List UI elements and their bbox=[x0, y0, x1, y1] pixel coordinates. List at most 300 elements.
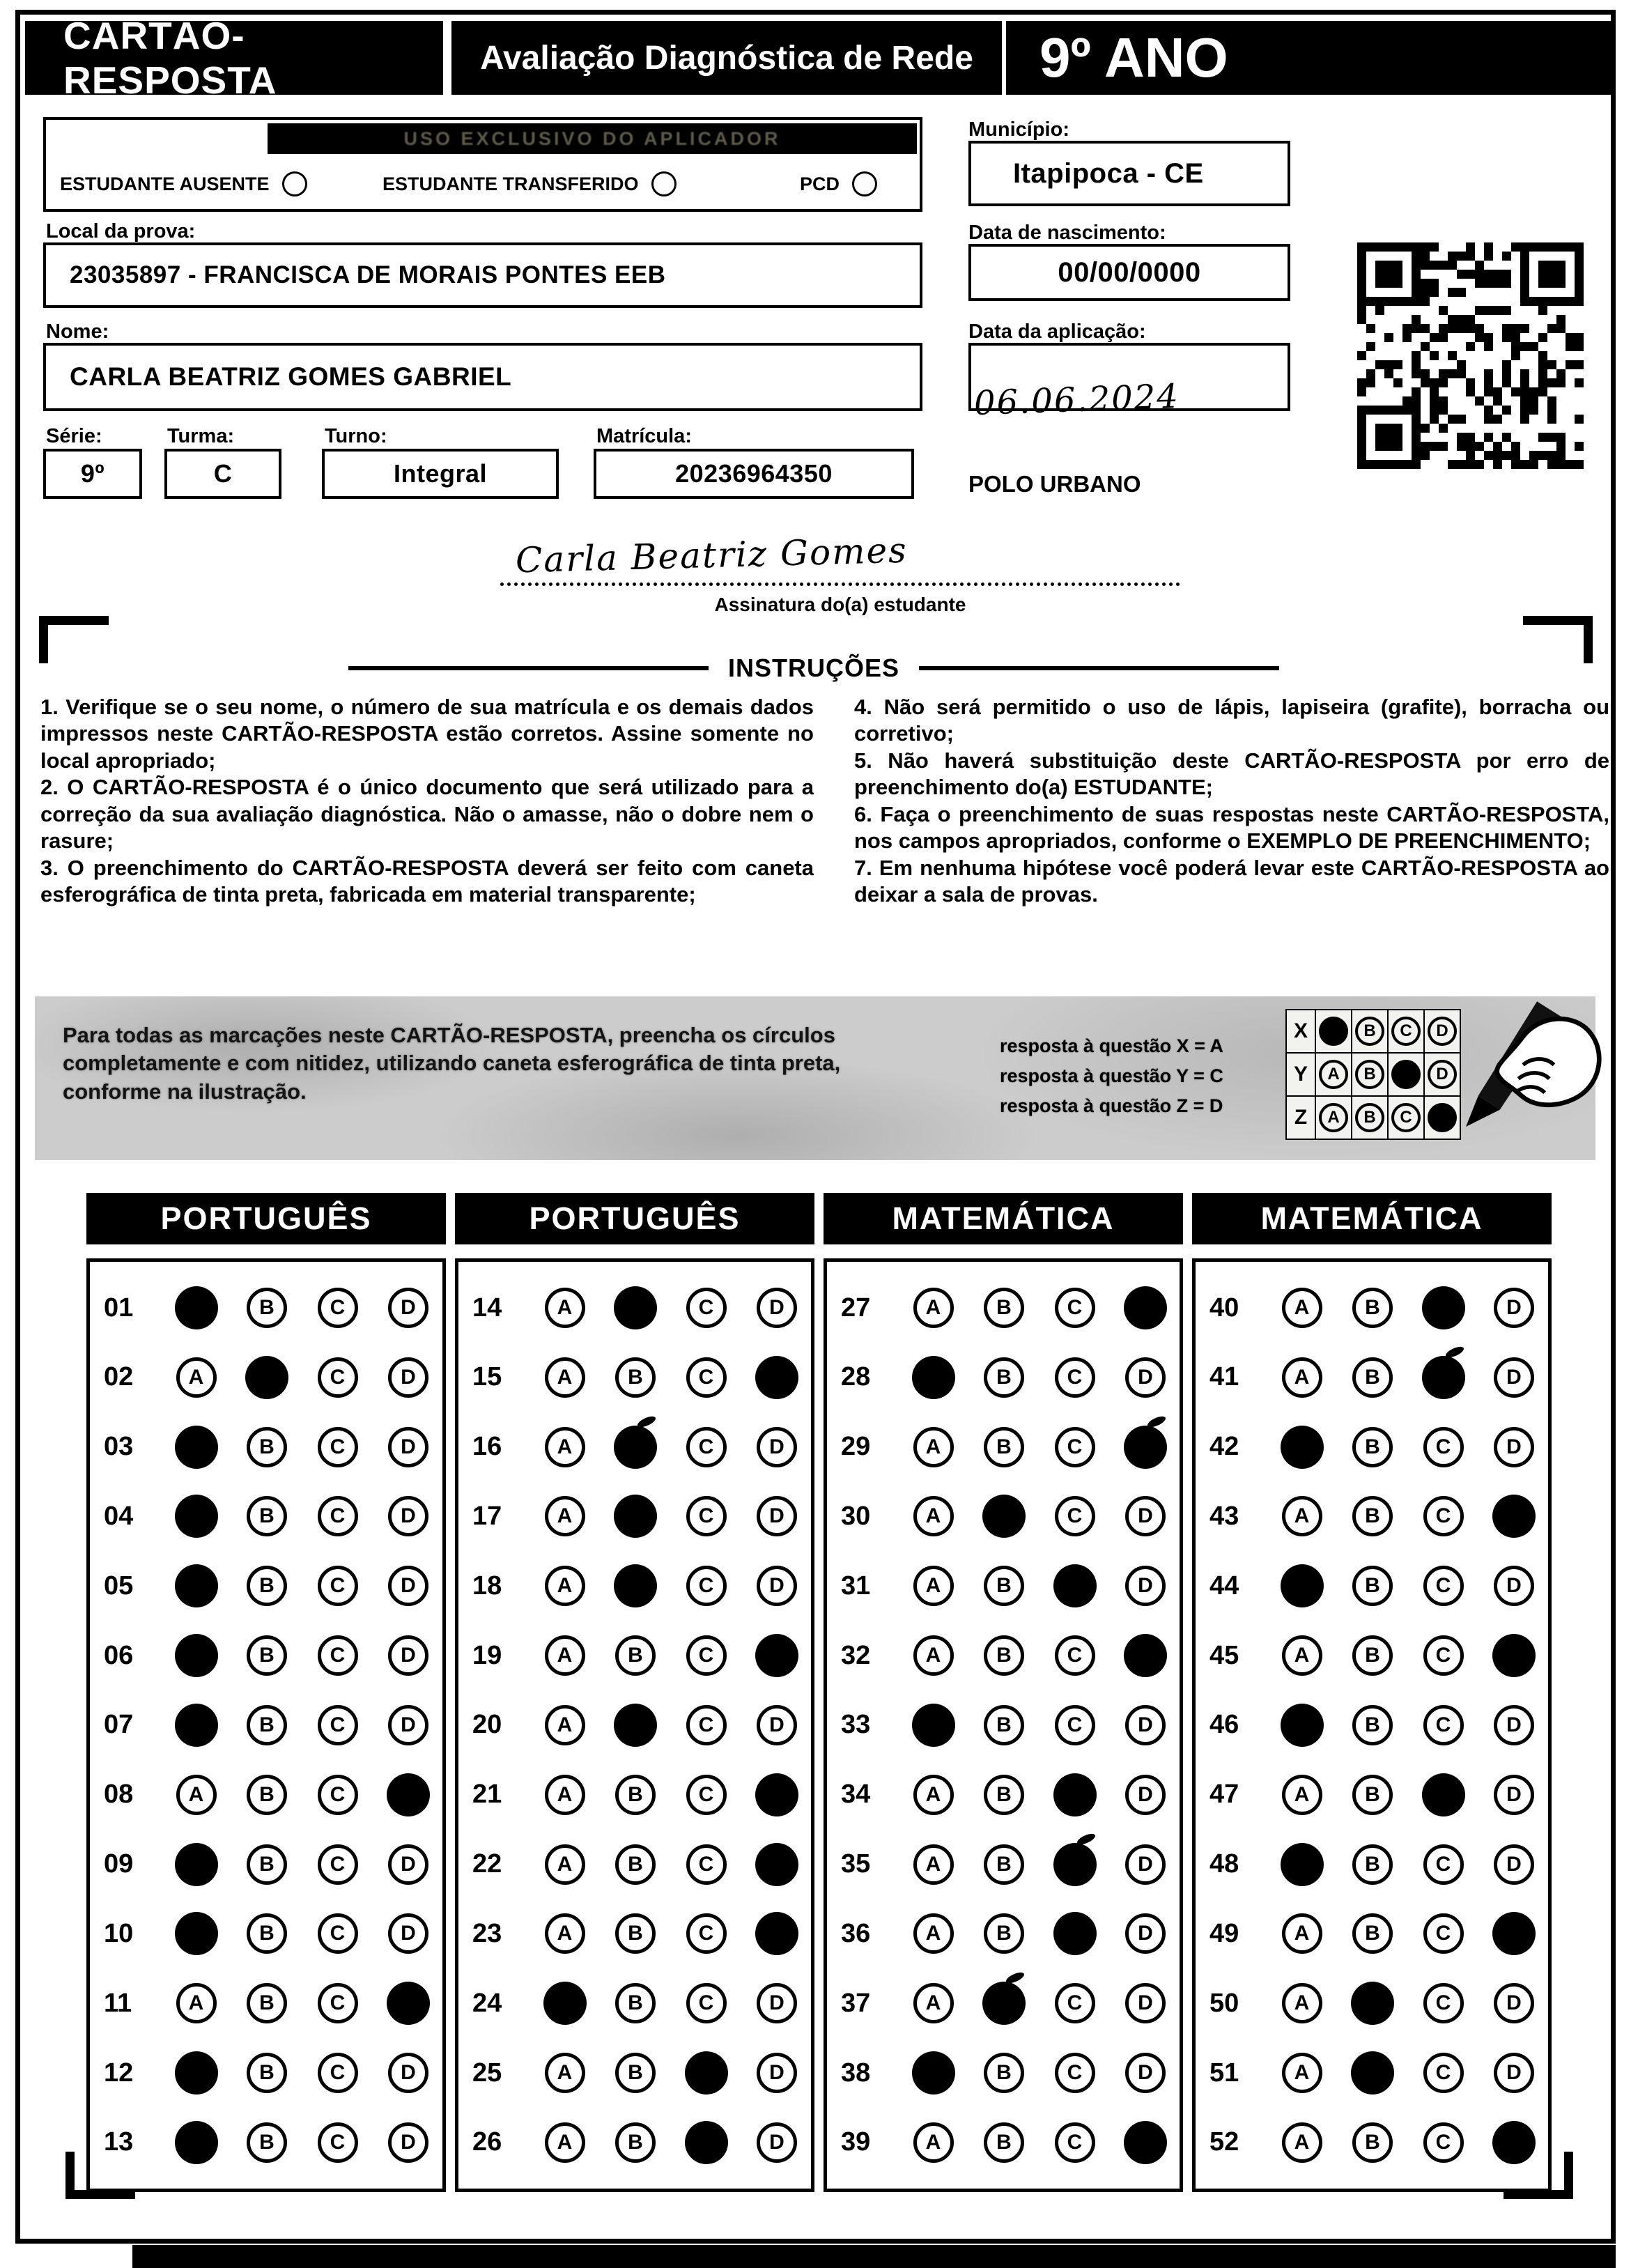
bubble-27-c[interactable]: C bbox=[1055, 1288, 1095, 1328]
bubble-41-d[interactable]: D bbox=[1494, 1357, 1534, 1398]
bubble-51-b[interactable] bbox=[1352, 2053, 1393, 2093]
bubble-42-a[interactable] bbox=[1282, 1427, 1322, 1467]
bubble-12-b[interactable]: B bbox=[247, 2053, 287, 2093]
bubble-22-d[interactable] bbox=[757, 1844, 797, 1885]
qr-module bbox=[1375, 342, 1384, 351]
bubble-49-a[interactable]: A bbox=[1282, 1913, 1322, 1954]
bubble-22-a[interactable]: A bbox=[545, 1844, 585, 1885]
bubble-50-c[interactable]: C bbox=[1423, 1983, 1464, 2023]
bubble-13-b[interactable]: B bbox=[247, 2122, 287, 2163]
bubble-25-a[interactable]: A bbox=[545, 2053, 585, 2093]
bubble-39-b[interactable]: B bbox=[984, 2122, 1024, 2163]
bubble-22-b[interactable]: B bbox=[615, 1844, 656, 1885]
bubble-30-a[interactable]: A bbox=[913, 1496, 954, 1536]
bubble-26-a[interactable]: A bbox=[545, 2122, 585, 2163]
qr-module bbox=[1493, 252, 1502, 261]
qr-module bbox=[1421, 369, 1430, 378]
bubble-05-b[interactable]: B bbox=[247, 1566, 287, 1606]
qr-module bbox=[1412, 261, 1421, 270]
bubble-36-b[interactable]: B bbox=[984, 1913, 1024, 1954]
bubble-44-c[interactable]: C bbox=[1423, 1566, 1464, 1606]
bubble-30-b[interactable] bbox=[984, 1496, 1024, 1536]
bubble-21-a[interactable]: A bbox=[545, 1775, 585, 1815]
bubble-46-a[interactable] bbox=[1282, 1705, 1322, 1745]
bubble-01-c[interactable]: C bbox=[318, 1288, 358, 1328]
bubble-37-a[interactable]: A bbox=[913, 1983, 954, 2023]
bubble-38-c[interactable]: C bbox=[1055, 2053, 1095, 2093]
bubble-52-a[interactable]: A bbox=[1282, 2122, 1322, 2163]
bubble-22-c[interactable]: C bbox=[686, 1844, 727, 1885]
bubble-07-b[interactable]: B bbox=[247, 1705, 287, 1745]
bubble-38-a[interactable] bbox=[913, 2053, 954, 2093]
qr-module bbox=[1421, 297, 1430, 306]
nascimento-label: Data de nascimento: bbox=[968, 222, 1166, 244]
bubble-28-a[interactable] bbox=[913, 1357, 954, 1398]
bubble-03-c[interactable]: C bbox=[318, 1427, 358, 1467]
bubble-09-d[interactable]: D bbox=[388, 1844, 428, 1885]
bubble-20-b[interactable] bbox=[615, 1705, 656, 1745]
bubble-31-b[interactable]: B bbox=[984, 1566, 1024, 1606]
bubble-25-d[interactable]: D bbox=[757, 2053, 797, 2093]
estudante-ausente-bubble[interactable] bbox=[282, 171, 307, 196]
qr-module bbox=[1457, 351, 1466, 360]
bubble-44-d[interactable]: D bbox=[1494, 1566, 1534, 1606]
bubble-50-b[interactable] bbox=[1352, 1983, 1393, 2023]
bubble-44-b[interactable]: B bbox=[1352, 1566, 1393, 1606]
bubble-18-a[interactable]: A bbox=[545, 1566, 585, 1606]
bubble-45-d[interactable] bbox=[1494, 1635, 1534, 1676]
bubble-20-c[interactable]: C bbox=[686, 1705, 727, 1745]
question-number: 03 bbox=[104, 1432, 134, 1462]
bubble-52-c[interactable]: C bbox=[1423, 2122, 1464, 2163]
qr-module bbox=[1357, 342, 1366, 351]
qr-module bbox=[1466, 270, 1475, 279]
qr-module bbox=[1366, 252, 1375, 261]
bubble-37-d[interactable]: D bbox=[1125, 1983, 1166, 2023]
bubble-03-a[interactable] bbox=[176, 1427, 217, 1467]
bubble-50-a[interactable]: A bbox=[1282, 1983, 1322, 2023]
bubble-32-c[interactable]: C bbox=[1055, 1635, 1095, 1676]
bubble-14-c[interactable]: C bbox=[686, 1288, 727, 1328]
bubble-06-d[interactable]: D bbox=[388, 1635, 428, 1676]
bubble-19-c[interactable]: C bbox=[686, 1635, 727, 1676]
qr-module bbox=[1421, 460, 1430, 469]
bubble-12-d[interactable]: D bbox=[388, 2053, 428, 2093]
bubble-06-c[interactable]: C bbox=[318, 1635, 358, 1676]
answer-row bbox=[472, 1274, 797, 1341]
qr-module bbox=[1520, 424, 1529, 433]
bubble-17-b[interactable] bbox=[615, 1496, 656, 1536]
bubble-49-c[interactable]: C bbox=[1423, 1913, 1464, 1954]
qr-module bbox=[1538, 270, 1547, 279]
bubble-15-a[interactable]: A bbox=[545, 1357, 585, 1398]
bubble-34-c[interactable] bbox=[1055, 1775, 1095, 1815]
bubble-29-c[interactable]: C bbox=[1055, 1427, 1095, 1467]
bubble-08-b[interactable]: B bbox=[247, 1775, 287, 1815]
bubble-41-a[interactable]: A bbox=[1282, 1357, 1322, 1398]
qr-module bbox=[1502, 369, 1511, 378]
bubble-41-b[interactable]: B bbox=[1352, 1357, 1393, 1398]
bubble-50-d[interactable]: D bbox=[1494, 1983, 1534, 2023]
bubble-15-c[interactable]: C bbox=[686, 1357, 727, 1398]
qr-module bbox=[1357, 451, 1366, 460]
bubble-32-a[interactable]: A bbox=[913, 1635, 954, 1676]
bubble-21-d[interactable] bbox=[757, 1775, 797, 1815]
pcd-bubble[interactable] bbox=[852, 171, 877, 196]
bubble-07-a[interactable] bbox=[176, 1705, 217, 1745]
qr-module bbox=[1430, 252, 1439, 261]
qr-module bbox=[1393, 387, 1402, 396]
bubble-42-b[interactable]: B bbox=[1352, 1427, 1393, 1467]
qr-module bbox=[1484, 378, 1493, 387]
answer-row bbox=[1209, 1483, 1534, 1550]
qr-module bbox=[1547, 360, 1556, 369]
bubble-31-c[interactable] bbox=[1055, 1566, 1095, 1606]
bubble-48-d[interactable]: D bbox=[1494, 1844, 1534, 1885]
qr-module bbox=[1502, 406, 1511, 415]
bubble-02-d[interactable]: D bbox=[388, 1357, 428, 1398]
bubble-45-c[interactable]: C bbox=[1423, 1635, 1464, 1676]
bubble-16-d[interactable]: D bbox=[757, 1427, 797, 1467]
bubble-35-c[interactable] bbox=[1055, 1844, 1095, 1885]
bubble-27-a[interactable]: A bbox=[913, 1288, 954, 1328]
qr-module bbox=[1566, 324, 1575, 333]
bubble-45-b[interactable]: B bbox=[1352, 1635, 1393, 1676]
qr-module bbox=[1366, 415, 1375, 424]
bubble-18-c[interactable]: C bbox=[686, 1566, 727, 1606]
bubble-43-d[interactable] bbox=[1494, 1496, 1534, 1536]
example-cell bbox=[1351, 1052, 1389, 1097]
qr-module bbox=[1520, 333, 1529, 342]
option-label: ESTUDANTE AUSENTE bbox=[60, 173, 270, 194]
bubble-26-c[interactable] bbox=[686, 2122, 727, 2163]
qr-module bbox=[1457, 378, 1466, 387]
bubble-24-b[interactable]: B bbox=[615, 1983, 656, 2023]
qr-module bbox=[1502, 252, 1511, 261]
example-text: Para todas as marcações neste CARTÃO-RESPOSTA, preencha os círculos completamente e com nitidez, utilizando caneta esferográfica de tinta preta, conforme na ilustração. bbox=[63, 1023, 841, 1104]
bubble-01-d[interactable]: D bbox=[388, 1288, 428, 1328]
bubble-35-a[interactable]: A bbox=[913, 1844, 954, 1885]
bubble-15-d[interactable] bbox=[757, 1357, 797, 1398]
bubble-02-b[interactable] bbox=[247, 1357, 287, 1398]
bubble-23-a[interactable]: A bbox=[545, 1913, 585, 1954]
bubble-24-c[interactable]: C bbox=[686, 1983, 727, 2023]
bubble-35-d[interactable]: D bbox=[1125, 1844, 1166, 1885]
qr-module bbox=[1566, 288, 1575, 297]
bubble-52-d[interactable] bbox=[1494, 2122, 1534, 2163]
bubble-19-b[interactable]: B bbox=[615, 1635, 656, 1676]
bubble-23-d[interactable] bbox=[757, 1913, 797, 1954]
bubble-45-a[interactable]: A bbox=[1282, 1635, 1322, 1676]
bubble-39-c[interactable]: C bbox=[1055, 2122, 1095, 2163]
bubble-51-c[interactable]: C bbox=[1423, 2053, 1464, 2093]
qr-module bbox=[1511, 279, 1520, 288]
bubble-26-d[interactable]: D bbox=[757, 2122, 797, 2163]
qr-module bbox=[1529, 252, 1538, 261]
bubble-05-c[interactable]: C bbox=[318, 1566, 358, 1606]
bubble-04-d[interactable]: D bbox=[388, 1496, 428, 1536]
qr-module bbox=[1430, 288, 1439, 297]
bubble-15-b[interactable]: B bbox=[615, 1357, 656, 1398]
question-number: 10 bbox=[104, 1918, 134, 1948]
qr-module bbox=[1384, 442, 1393, 451]
bubble-18-d[interactable]: D bbox=[757, 1566, 797, 1606]
bubble-14-d[interactable]: D bbox=[757, 1288, 797, 1328]
qr-module bbox=[1547, 378, 1556, 387]
bubble-31-a[interactable]: A bbox=[913, 1566, 954, 1606]
example-bubble-x-b: B bbox=[1355, 1017, 1384, 1046]
bubble-40-d[interactable]: D bbox=[1494, 1288, 1534, 1328]
bubble-28-c[interactable]: C bbox=[1055, 1357, 1095, 1398]
bubble-37-c[interactable]: C bbox=[1055, 1983, 1095, 2023]
bubble-16-b[interactable] bbox=[615, 1427, 656, 1467]
bubble-08-c[interactable]: C bbox=[318, 1775, 358, 1815]
bubble-47-d[interactable]: D bbox=[1494, 1775, 1534, 1815]
answer-row bbox=[472, 1970, 797, 2037]
bubble-11-d[interactable] bbox=[388, 1983, 428, 2023]
bubble-20-d[interactable]: D bbox=[757, 1705, 797, 1745]
bubble-28-d[interactable]: D bbox=[1125, 1357, 1166, 1398]
bubble-05-a[interactable] bbox=[176, 1566, 217, 1606]
bubble-09-c[interactable]: C bbox=[318, 1844, 358, 1885]
bubble-37-b[interactable] bbox=[984, 1983, 1024, 2023]
bubble-08-d[interactable] bbox=[388, 1775, 428, 1815]
qr-module bbox=[1384, 433, 1393, 442]
qr-module bbox=[1520, 306, 1529, 315]
bubble-11-a[interactable]: A bbox=[176, 1983, 217, 2023]
qr-module bbox=[1439, 387, 1448, 396]
bubble-27-d[interactable] bbox=[1125, 1288, 1166, 1328]
bubble-38-b[interactable]: B bbox=[984, 2053, 1024, 2093]
qr-module bbox=[1556, 306, 1566, 315]
municipio-label: Município: bbox=[968, 118, 1069, 141]
bubble-36-a[interactable]: A bbox=[913, 1913, 954, 1954]
bubble-18-b[interactable] bbox=[615, 1566, 656, 1606]
bubble-06-a[interactable] bbox=[176, 1635, 217, 1676]
qr-module bbox=[1421, 433, 1430, 442]
example-cell bbox=[1315, 1009, 1352, 1054]
bubble-25-b[interactable]: B bbox=[615, 2053, 656, 2093]
bubble-07-c[interactable]: C bbox=[318, 1705, 358, 1745]
bubble-44-a[interactable] bbox=[1282, 1566, 1322, 1606]
bubble-30-c[interactable]: C bbox=[1055, 1496, 1095, 1536]
bubble-12-c[interactable]: C bbox=[318, 2053, 358, 2093]
qr-module bbox=[1366, 351, 1375, 360]
bubble-31-d[interactable]: D bbox=[1125, 1566, 1166, 1606]
bubble-21-b[interactable]: B bbox=[615, 1775, 656, 1815]
answer-row bbox=[1209, 2039, 1534, 2106]
bubble-02-a[interactable]: A bbox=[176, 1357, 217, 1398]
qr-module bbox=[1366, 406, 1375, 415]
qr-module bbox=[1520, 342, 1529, 351]
bubble-23-c[interactable]: C bbox=[686, 1913, 727, 1954]
answer-row bbox=[472, 1552, 797, 1619]
bubble-41-c[interactable] bbox=[1423, 1357, 1464, 1398]
turma-value: C bbox=[213, 459, 233, 488]
bubble-20-a[interactable]: A bbox=[545, 1705, 585, 1745]
bubble-40-b[interactable]: B bbox=[1352, 1288, 1393, 1328]
bubble-04-b[interactable]: B bbox=[247, 1496, 287, 1536]
qr-module bbox=[1566, 270, 1575, 279]
bubble-46-c[interactable]: C bbox=[1423, 1705, 1464, 1745]
bubble-39-a[interactable]: A bbox=[913, 2122, 954, 2163]
bubble-05-d[interactable]: D bbox=[388, 1566, 428, 1606]
bubble-16-a[interactable]: A bbox=[545, 1427, 585, 1467]
bubble-29-a[interactable]: A bbox=[913, 1427, 954, 1467]
bubble-33-d[interactable]: D bbox=[1125, 1705, 1166, 1745]
qr-module bbox=[1439, 424, 1448, 433]
qr-module bbox=[1457, 306, 1466, 315]
bubble-10-c[interactable]: C bbox=[318, 1913, 358, 1954]
signature-line[interactable] bbox=[500, 583, 1180, 586]
bubble-47-c[interactable] bbox=[1423, 1775, 1464, 1815]
bubble-16-c[interactable]: C bbox=[686, 1427, 727, 1467]
bubble-26-b[interactable]: B bbox=[615, 2122, 656, 2163]
qr-module bbox=[1457, 396, 1466, 406]
bubble-24-a[interactable] bbox=[545, 1983, 585, 2023]
bubble-32-d[interactable] bbox=[1125, 1635, 1166, 1676]
bubble-34-d[interactable]: D bbox=[1125, 1775, 1166, 1815]
bubble-11-c[interactable]: C bbox=[318, 1983, 358, 2023]
bubble-36-d[interactable]: D bbox=[1125, 1913, 1166, 1954]
bubble-29-b[interactable]: B bbox=[984, 1427, 1024, 1467]
bubble-40-a[interactable]: A bbox=[1282, 1288, 1322, 1328]
bubble-01-b[interactable]: B bbox=[247, 1288, 287, 1328]
qr-module bbox=[1357, 270, 1366, 279]
bubble-17-c[interactable]: C bbox=[686, 1496, 727, 1536]
bubble-19-d[interactable] bbox=[757, 1635, 797, 1676]
qr-module bbox=[1520, 270, 1529, 279]
estudante-transferido-bubble[interactable] bbox=[651, 171, 677, 196]
bubble-34-a[interactable]: A bbox=[913, 1775, 954, 1815]
qr-module bbox=[1466, 242, 1475, 252]
bubble-48-c[interactable]: C bbox=[1423, 1844, 1464, 1885]
bubble-04-c[interactable]: C bbox=[318, 1496, 358, 1536]
nome-label: Nome: bbox=[46, 321, 109, 343]
bubble-13-c[interactable]: C bbox=[318, 2122, 358, 2163]
bubble-47-a[interactable]: A bbox=[1282, 1775, 1322, 1815]
bubble-09-b[interactable]: B bbox=[247, 1844, 287, 1885]
qr-module bbox=[1575, 387, 1584, 396]
qr-module bbox=[1421, 387, 1430, 396]
bubble-46-d[interactable]: D bbox=[1494, 1705, 1534, 1745]
qr-module bbox=[1547, 424, 1556, 433]
bubble-10-a[interactable] bbox=[176, 1913, 217, 1954]
bubble-43-b[interactable]: B bbox=[1352, 1496, 1393, 1536]
qr-module bbox=[1575, 242, 1584, 252]
nome-field bbox=[43, 343, 922, 411]
bubble-10-d[interactable]: D bbox=[388, 1913, 428, 1954]
bubble-46-b[interactable]: B bbox=[1352, 1705, 1393, 1745]
bubble-43-c[interactable]: C bbox=[1423, 1496, 1464, 1536]
qr-module bbox=[1357, 415, 1366, 424]
qr-module bbox=[1502, 324, 1511, 333]
qr-module bbox=[1484, 360, 1493, 369]
bubble-11-b[interactable]: B bbox=[247, 1983, 287, 2023]
bubble-32-b[interactable]: B bbox=[984, 1635, 1024, 1676]
bubble-14-b[interactable] bbox=[615, 1288, 656, 1328]
bubble-49-d[interactable] bbox=[1494, 1913, 1534, 1954]
qr-module bbox=[1439, 342, 1448, 351]
bubble-03-b[interactable]: B bbox=[247, 1427, 287, 1467]
qr-module bbox=[1556, 297, 1566, 306]
qr-module bbox=[1412, 242, 1421, 252]
bubble-51-a[interactable]: A bbox=[1282, 2053, 1322, 2093]
bubble-01-a[interactable] bbox=[176, 1288, 217, 1328]
bubble-49-b[interactable]: B bbox=[1352, 1913, 1393, 1954]
bubble-30-d[interactable]: D bbox=[1125, 1496, 1166, 1536]
bubble-42-d[interactable]: D bbox=[1494, 1427, 1534, 1467]
bubble-43-a[interactable]: A bbox=[1282, 1496, 1322, 1536]
section-title: MATEMÁTICA bbox=[824, 1193, 1183, 1244]
bubble-48-b[interactable]: B bbox=[1352, 1844, 1393, 1885]
bubble-40-c[interactable] bbox=[1423, 1288, 1464, 1328]
bubble-14-a[interactable]: A bbox=[545, 1288, 585, 1328]
bubble-47-b[interactable]: B bbox=[1352, 1775, 1393, 1815]
qr-module bbox=[1375, 324, 1384, 333]
bubble-28-b[interactable]: B bbox=[984, 1357, 1024, 1398]
qr-module bbox=[1575, 288, 1584, 297]
qr-module bbox=[1538, 460, 1547, 469]
bubble-17-d[interactable]: D bbox=[757, 1496, 797, 1536]
bubble-13-d[interactable]: D bbox=[388, 2122, 428, 2163]
qr-module bbox=[1466, 261, 1475, 270]
grade-label: 9º ANO bbox=[1006, 21, 1616, 95]
bubble-35-b[interactable]: B bbox=[984, 1844, 1024, 1885]
bubble-48-a[interactable] bbox=[1282, 1844, 1322, 1885]
qr-module bbox=[1547, 252, 1556, 261]
bubble-12-a[interactable] bbox=[176, 2053, 217, 2093]
qr-module bbox=[1556, 460, 1566, 469]
bubble-38-d[interactable]: D bbox=[1125, 2053, 1166, 2093]
example-row-label: Y bbox=[1285, 1052, 1316, 1097]
bubble-03-d[interactable]: D bbox=[388, 1427, 428, 1467]
bubble-13-a[interactable] bbox=[176, 2122, 217, 2163]
bubble-21-c[interactable]: C bbox=[686, 1775, 727, 1815]
bubble-10-b[interactable]: B bbox=[247, 1913, 287, 1954]
bubble-51-d[interactable]: D bbox=[1494, 2053, 1534, 2093]
bubble-34-b[interactable]: B bbox=[984, 1775, 1024, 1815]
bubble-02-c[interactable]: C bbox=[318, 1357, 358, 1398]
qr-module bbox=[1493, 369, 1502, 378]
answer-grid bbox=[86, 1258, 446, 2192]
bubble-52-b[interactable]: B bbox=[1352, 2122, 1393, 2163]
question-number: 32 bbox=[841, 1640, 871, 1670]
qr-module bbox=[1529, 442, 1538, 451]
qr-module bbox=[1502, 342, 1511, 351]
bubble-17-a[interactable]: A bbox=[545, 1496, 585, 1536]
bubble-09-a[interactable] bbox=[176, 1844, 217, 1885]
qr-module bbox=[1448, 406, 1457, 415]
bubble-07-d[interactable]: D bbox=[388, 1705, 428, 1745]
bubble-33-c[interactable]: C bbox=[1055, 1705, 1095, 1745]
bubble-23-b[interactable]: B bbox=[615, 1913, 656, 1954]
bubble-04-a[interactable] bbox=[176, 1496, 217, 1536]
bubble-33-a[interactable] bbox=[913, 1705, 954, 1745]
bubble-25-c[interactable] bbox=[686, 2053, 727, 2093]
bubble-29-d[interactable] bbox=[1125, 1427, 1166, 1467]
question-number: 40 bbox=[1209, 1293, 1239, 1322]
bubble-42-c[interactable]: C bbox=[1423, 1427, 1464, 1467]
bubble-36-c[interactable] bbox=[1055, 1913, 1095, 1954]
bubble-33-b[interactable]: B bbox=[984, 1705, 1024, 1745]
bubble-06-b[interactable]: B bbox=[247, 1635, 287, 1676]
bubble-08-a[interactable]: A bbox=[176, 1775, 217, 1815]
bubble-19-a[interactable]: A bbox=[545, 1635, 585, 1676]
bubble-27-b[interactable]: B bbox=[984, 1288, 1024, 1328]
bubble-39-d[interactable] bbox=[1125, 2122, 1166, 2163]
bubble-24-d[interactable]: D bbox=[757, 1983, 797, 2023]
